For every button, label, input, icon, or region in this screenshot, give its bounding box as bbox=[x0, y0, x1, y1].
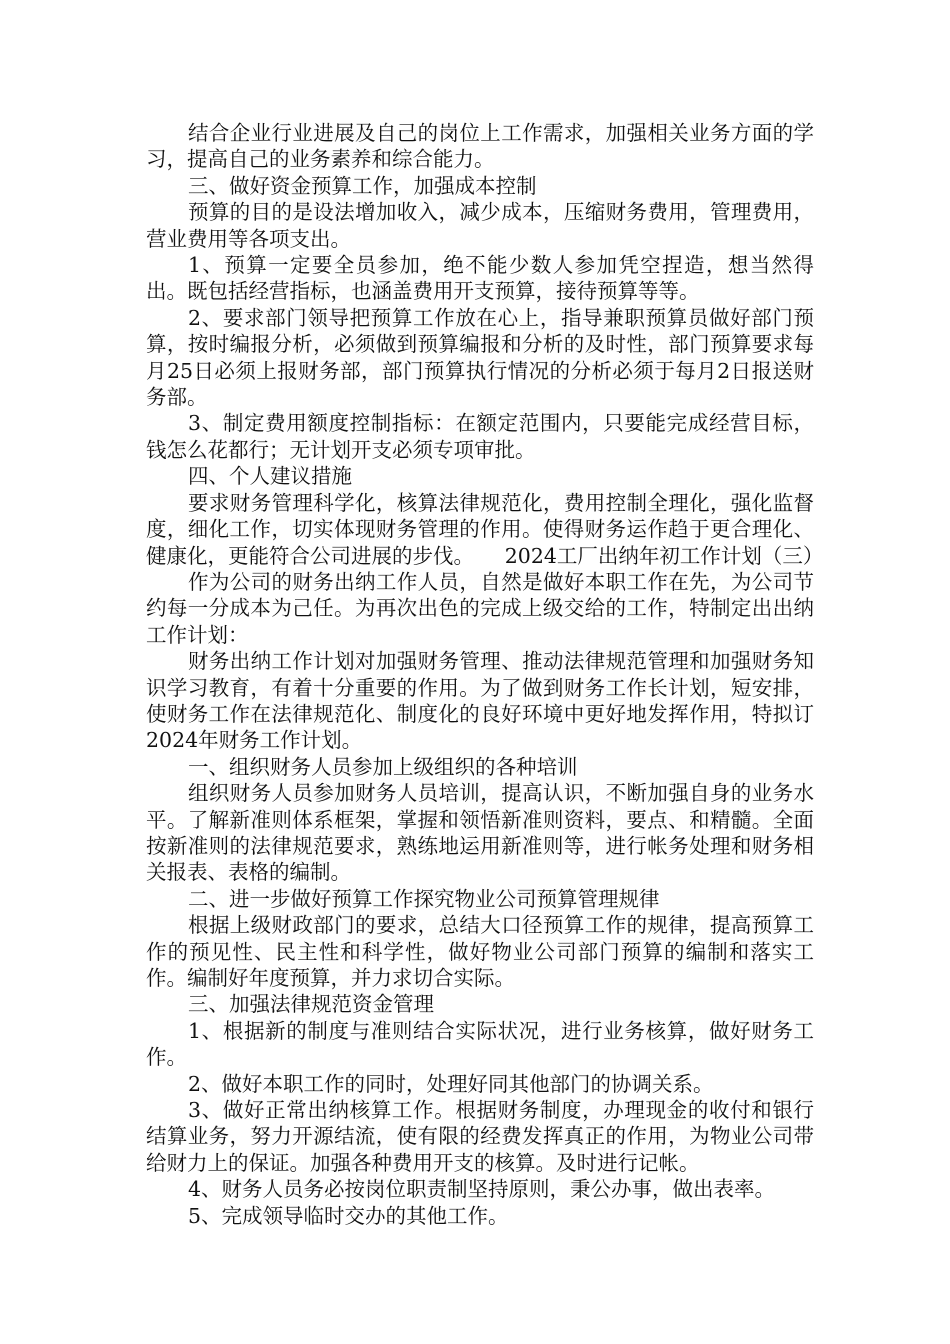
list-item: 3、制定费用额度控制指标：在额定范围内，只要能完成经营目标，钱怎么花都行；无计划开支必须专项审批。 bbox=[146, 411, 814, 462]
list-item: 1、根据新的制度与准则结合实际状况，进行业务核算，做好财务工作。 bbox=[146, 1018, 814, 1070]
document-page bbox=[146, 120, 824, 1229]
list-item: 5、完成领导临时交办的其他工作。 bbox=[188, 1203, 509, 1228]
list-item: 1、预算一定要全员参加，绝不能少数人参加凭空捏造，想当然得出。既包括经营指标，也涵盖费用开支预算，接待预算等等。 bbox=[146, 253, 814, 304]
list-item: 2、做好本职工作的同时，处理好同其他部门的协调关系。 bbox=[188, 1071, 714, 1096]
section-heading: 一、组织财务人员参加上级组织的各种培训 bbox=[188, 754, 578, 779]
section-heading: 三、加强法律规范资金管理 bbox=[188, 992, 434, 1017]
section-heading: 四、个人建议措施 bbox=[188, 464, 352, 489]
section-heading: 三、做好资金预算工作，加强成本控制 bbox=[188, 173, 537, 198]
paragraph: 预算的目的是设法增加收入，减少成本，压缩财务费用，管理费用，营业费用等各项支出。 bbox=[146, 200, 814, 251]
section-heading: 二、进一步做好预算工作探究物业公司预算管理规律 bbox=[188, 886, 660, 911]
list-item: 3、做好正常出纳核算工作。根据财务制度，办理现金的收付和银行结算业务，努力开源结流，使有限的经费发挥真正的作用，为物业公司带给财力上的保证。加强各种费用开支的核算。及时进行记帐。 bbox=[146, 1098, 814, 1175]
paragraph: 作为公司的财务出纳工作人员，自然是做好本职工作在先，为公司节约每一分成本为己任。为再次出色的完成上级交给的工作，特制定出出纳工作计划： bbox=[146, 569, 814, 647]
list-item: 4、财务人员务必按岗位职责制坚持原则，秉公办事，做出表率。 bbox=[188, 1177, 776, 1202]
paragraph: 结合企业行业进展及自己的岗位上工作需求，加强相关业务方面的学习，提高自己的业务素养和综合能力。 bbox=[146, 121, 814, 172]
paragraph: 财务出纳工作计划对加强财务管理、推动法律规范管理和加强财务知识学习教育，有着十分重要的作用。为了做到财务工作长计划，短安排，使财务工作在法律规范化、制度化的良好环境中更好地发挥作用，特拟订2024年财务工作计划。 bbox=[146, 649, 814, 753]
list-item: 2、要求部门领导把预算工作放在心上，指导兼职预算员做好部门预算，按时编报分析，必须做到预算编报和分析的及时性，部门预算要求每月25日必须上报财务部，部门预算执行情况的分析必须于每月2日报送财务部。 bbox=[146, 305, 814, 410]
paragraph: 要求财务管理科学化，核算法律规范化，费用控制全理化，强化监督度，细化工作，切实体现财务管理的作用。使得财务运作趋于更合理化、健康化，更能符合公司进展的步伐。 2024工厂出纳年初工作计划（三） bbox=[146, 490, 824, 568]
paragraph: 组织财务人员参加财务人员培训，提高认识，不断加强自身的业务水平。了解新准则体系框架，掌握和领悟新准则资料，要点、和精髓。全面按新准则的法律规范要求，熟练地运用新准则等，进行帐务处理和财务相关报表、表格的编制。 bbox=[146, 781, 814, 885]
paragraph: 根据上级财政部门的要求，总结大口径预算工作的规律，提高预算工作的预见性、民主性和科学性，做好物业公司部门预算的编制和落实工作。编制好年度预算，并力求切合实际。 bbox=[146, 913, 814, 990]
